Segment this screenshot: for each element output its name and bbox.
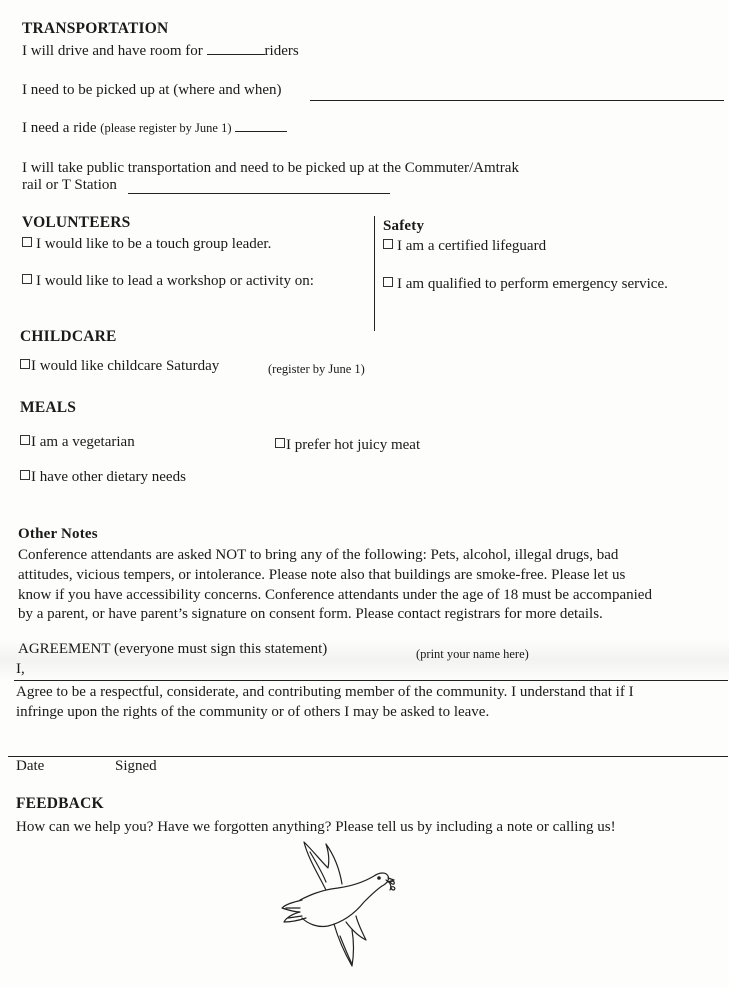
ride-row	[22, 119, 287, 137]
drive-riders-row	[22, 42, 299, 60]
lifeguard-label: I am a certified lifeguard	[397, 238, 547, 254]
lifeguard-checkbox[interactable]	[383, 239, 393, 249]
notes-line-2: attitudes, vicious tempers, or intolerance. Please note also that buildings are smoke-free. Please let us	[18, 567, 626, 583]
other-notes-heading: Other Notes	[18, 526, 98, 542]
signed-label: Signed	[115, 758, 157, 774]
signature-field[interactable]	[8, 756, 728, 757]
touch-group-row	[22, 236, 271, 253]
touch-group-label: I would like to be a touch group leader.	[36, 236, 272, 252]
ride-field[interactable]	[235, 119, 287, 132]
hot-meat-row	[275, 437, 420, 454]
feedback-heading: FEEDBACK	[16, 795, 104, 812]
workshop-checkbox[interactable]	[22, 274, 32, 284]
workshop-label: I would like to lead a workshop or activity on:	[36, 273, 314, 289]
emergency-row	[383, 276, 668, 293]
notes-line-1: Conference attendants are asked NOT to bring any of the following: Pets, alcohol, illegal drugs, bad	[18, 547, 619, 563]
name-field[interactable]	[14, 680, 728, 681]
agreement-line-1: Agree to be a respectful, considerate, and contributing member of the community. I understand that if I	[16, 684, 634, 700]
ride-note: (please register by June 1)	[100, 121, 232, 135]
transportation-heading: TRANSPORTATION	[22, 20, 169, 37]
drive-riders-prefix: I will drive and have room for	[22, 43, 203, 59]
vegetarian-row	[20, 434, 135, 451]
dietary-label: I have other dietary needs	[31, 469, 186, 485]
pickup-field[interactable]	[310, 100, 724, 101]
emergency-checkbox[interactable]	[383, 277, 393, 287]
childcare-checkbox[interactable]	[20, 359, 30, 369]
lifeguard-row	[383, 238, 546, 255]
meals-heading: MEALS	[20, 399, 77, 416]
agreement-line-2: infringe upon the rights of the community or of others I may be asked to leave.	[16, 704, 490, 720]
childcare-label: I would like childcare Saturday	[31, 358, 220, 374]
emergency-label: I am qualified to perform emergency service.	[397, 276, 668, 292]
public-transport-line1: I will take public transportation and need to be picked up at the Commuter/Amtrak	[22, 160, 519, 176]
vegetarian-label: I am a vegetarian	[31, 434, 135, 450]
column-divider	[374, 216, 375, 331]
ride-label: I need a ride	[22, 120, 97, 136]
hot-meat-label: I prefer hot juicy meat	[286, 437, 421, 453]
hot-meat-checkbox[interactable]	[275, 438, 285, 448]
agreement-heading: AGREEMENT (everyone must sign this statement)	[18, 641, 328, 657]
dietary-row	[20, 469, 186, 486]
safety-heading: Safety	[383, 218, 425, 234]
childcare-heading: CHILDCARE	[20, 328, 117, 345]
volunteers-heading: VOLUNTEERS	[22, 214, 131, 231]
print-name-note: (print your name here)	[416, 647, 529, 661]
notes-line-3: know if you have accessibility concerns. Conference attendants under the age of 18 must be accompanied	[18, 587, 652, 603]
dove-with-olive-branch-icon	[278, 838, 398, 978]
station-field[interactable]	[128, 193, 390, 194]
childcare-row	[20, 358, 219, 375]
pickup-label: I need to be picked up at (where and when)	[22, 82, 282, 98]
dietary-checkbox[interactable]	[20, 470, 30, 480]
feedback-text: How can we help you? Have we forgotten anything? Please tell us by including a note or calling us!	[16, 819, 616, 835]
notes-line-4: by a parent, or have parent’s signature on consent form. Please contact registrars for more details.	[18, 606, 603, 622]
vegetarian-checkbox[interactable]	[20, 435, 30, 445]
public-transport-line2: rail or T Station	[22, 177, 117, 193]
touch-group-checkbox[interactable]	[22, 237, 32, 247]
date-label: Date	[16, 758, 45, 774]
riders-count-field[interactable]	[207, 42, 265, 55]
drive-riders-suffix: riders	[264, 43, 299, 59]
workshop-row	[22, 273, 314, 290]
childcare-note: (register by June 1)	[268, 362, 365, 376]
agreement-i-label: I,	[16, 661, 25, 677]
